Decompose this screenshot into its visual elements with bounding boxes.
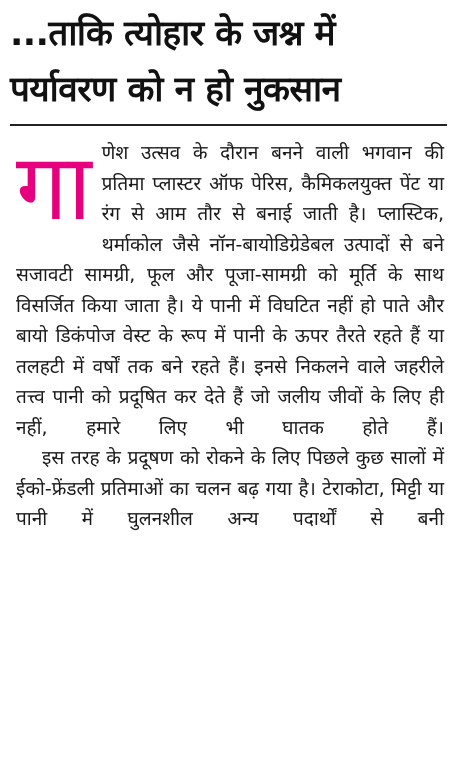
headline-divider: [10, 124, 447, 126]
article-paragraph-2: इस तरह के प्रदूषण को रोकने के लिए पिछले कुछ सालों में ईको-फ्रेंडली प्रतिमाओं का चलन बढ़ गया है। टेराकोटा, मिट्टी या पानी में घुलनशील अन्य पदार्थों से बनी: [16, 447, 444, 530]
headline-line-1: ...ताकि त्योहार के जश्न में: [10, 14, 336, 54]
article-paragraph-1: णेश उत्सव के दौरान बनने वाली भगवान की प्रतिमा प्लास्टर ऑफ पेरिस, कैमिकलयुक्त पेंट या रंग से आम तौर से बनाई जाती है। प्लास्टिक, थर्माकोल जैसे नॉन-बायोडिग्रेडेबल उत्पादों से बने सजावटी सामग्री, फूल और पूजा-सामग्री को मूर्ति के साथ विसर्जित किया जाता है। ये पानी में विघटित नहीं हो पाते और बायो डिकंपोज वेस्ट के रूप में पानी के ऊपर तैरते रहते हैं या तलहटी में वर्षों तक बने रहते हैं। इनसे निकलने वाले जहरीले तत्त्व पानी को प्रदूषित कर देते हैं जो जलीय जीवों के लिए ही नहीं, हमारे लिए भी घातक होते हैं।: [16, 142, 444, 439]
drop-cap: गा: [16, 134, 92, 241]
headline-line-2: पर्यावरण को न हो नुकसान: [10, 70, 341, 110]
article-body: [16, 134, 444, 535]
headline: [10, 6, 450, 118]
